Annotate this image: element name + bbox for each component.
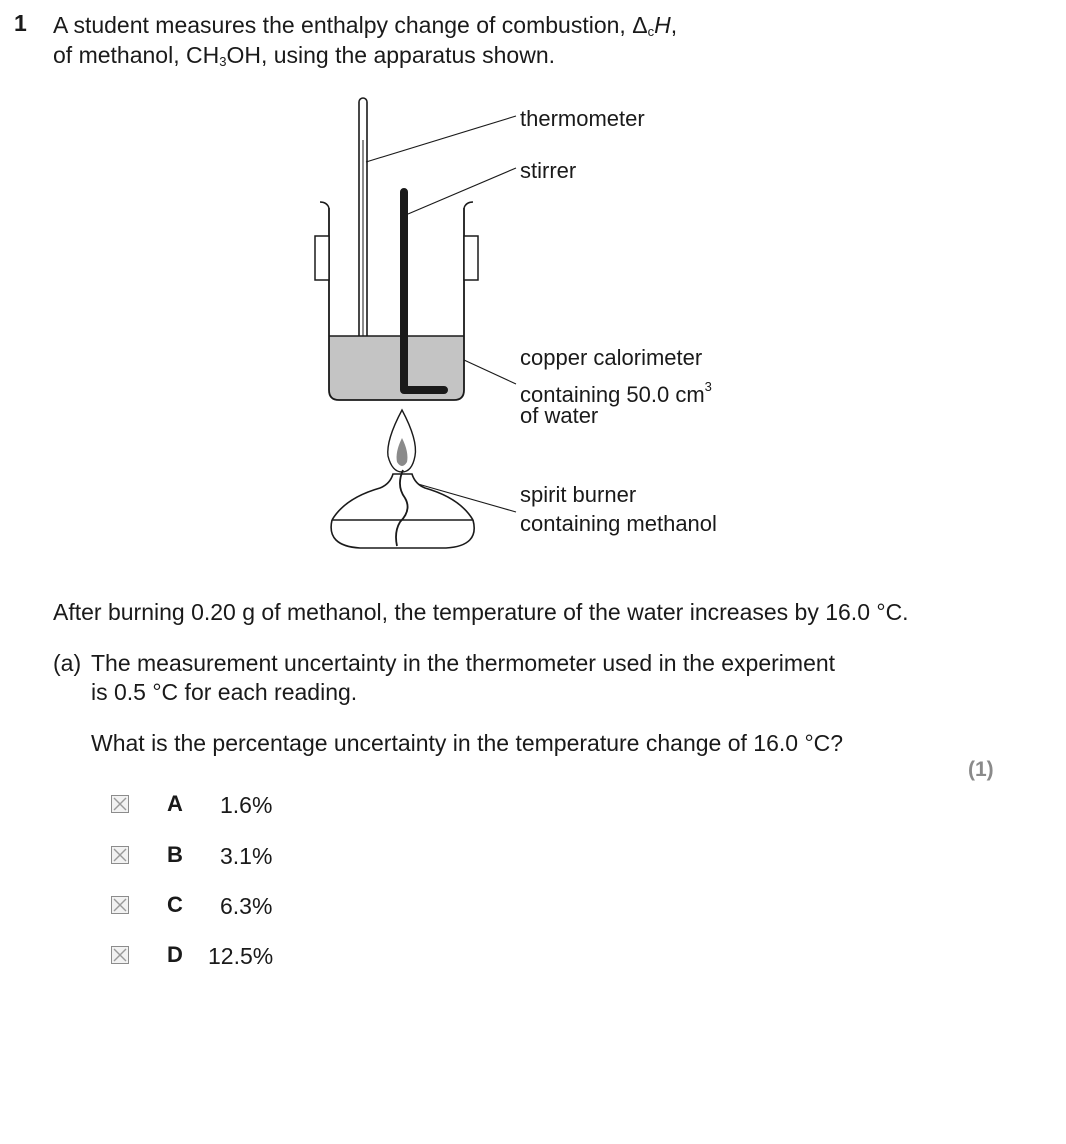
label-calorimeter-line2-text: containing 50.0 cm <box>520 382 705 407</box>
question-number: 1 <box>14 10 27 36</box>
option-c-checkbox[interactable] <box>111 896 129 914</box>
spirit-burner-drawing <box>331 410 474 548</box>
calorimeter-drawing <box>315 202 478 400</box>
thermometer-leader-line <box>366 116 516 162</box>
burner-leader-line <box>418 484 516 512</box>
formula-subscript: 3 <box>219 54 227 69</box>
label-calorimeter-superscript: 3 <box>704 379 712 394</box>
option-b-letter: B <box>167 842 183 867</box>
cross-box-icon <box>112 897 128 913</box>
part-a-question: What is the percentage uncertainty in the temperature change of 16.0 °C? <box>91 730 844 756</box>
cross-box-icon <box>112 847 128 863</box>
option-d-checkbox[interactable] <box>111 946 129 964</box>
delta-symbol: Δ <box>632 12 648 38</box>
option-d-value: 12.5% <box>208 943 274 969</box>
label-thermometer: thermometer <box>520 106 645 131</box>
calorimeter-leader-line <box>464 360 516 384</box>
stem-line1-end: , <box>670 12 678 38</box>
part-a-line2: is 0.5 °C for each reading. <box>91 679 358 705</box>
apparatus-diagram <box>0 0 1066 560</box>
option-c-letter: C <box>167 892 183 917</box>
label-calorimeter-line1: copper calorimeter <box>520 345 703 370</box>
option-d-letter: D <box>167 942 183 967</box>
option-a-checkbox[interactable] <box>111 795 129 813</box>
option-b-value: 3.1% <box>220 843 273 869</box>
stirrer-leader-line <box>408 168 516 214</box>
enthalpy-symbol: H <box>654 12 671 38</box>
thermometer-drawing <box>359 98 367 368</box>
label-stirrer: stirrer <box>520 158 577 183</box>
stem-line2-end: OH, using the apparatus shown. <box>226 42 556 68</box>
cross-box-icon <box>112 796 128 812</box>
cross-box-icon <box>112 947 128 963</box>
after-burning-text: After burning 0.20 g of methanol, the temperature of the water increases by 16.0 °C. <box>53 599 909 625</box>
label-burner-line1: spirit burner <box>520 482 637 507</box>
label-burner-line2: containing methanol <box>520 511 717 536</box>
stem-line1-text: A student measures the enthalpy change of combustion, <box>53 12 633 38</box>
delta-subscript: c <box>647 24 655 39</box>
option-c-value: 6.3% <box>220 893 273 919</box>
option-a-letter: A <box>167 791 183 816</box>
option-a-value: 1.6% <box>220 792 273 818</box>
stem-line2-text: of methanol, CH <box>53 42 220 68</box>
option-b-checkbox[interactable] <box>111 846 129 864</box>
part-a-label: (a) <box>53 650 82 676</box>
part-a-line1: The measurement uncertainty in the thermometer used in the experiment <box>91 650 836 676</box>
marks-indicator: (1) <box>968 758 994 781</box>
label-calorimeter-line3: of water <box>520 403 599 428</box>
